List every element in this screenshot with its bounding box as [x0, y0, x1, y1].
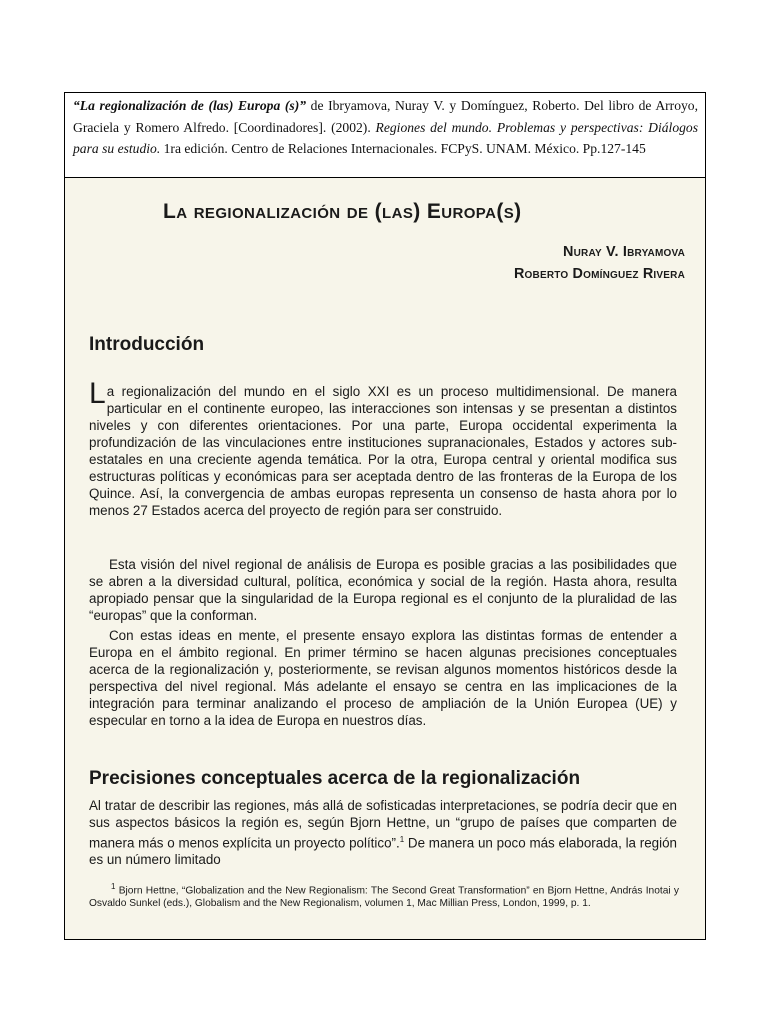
citation-authors: de Ibryamova, Nuray V. y Domínguez, Roberto. Del libro de Arroyo, Graciela y Romero Alfredo. [Coordinadores]. (2002). — [73, 98, 698, 135]
author-1: Nuray V. Ibryamova — [563, 244, 685, 260]
author-2: Roberto Domínguez Rivera — [513, 266, 685, 282]
drop-cap: L — [89, 377, 106, 410]
citation-book-title: Regiones del mundo. Problemas y perspectivas: Diálogos para su estudio. — [73, 119, 698, 156]
citation-edition: 1ra edición. Centro de Relaciones Internacionales. FCPyS. UNAM. México. Pp.127-145 — [160, 141, 646, 156]
intro-paragraph-1 — [89, 377, 677, 519]
intro-paragraph-1-text: a regionalización del mundo en el siglo XXI es un proceso multidimensional. De manera particular en el continente europeo, las interacciones son intensas y se presentan a distintos niveles y con diferentes orientaciones. Por una parte, Europa occidental experimenta la profundización de las vinculaciones entre instituciones supranacionales, Estados y actores sub-estatales en una creciente agenda temática. Por la otra, Europa central y oriental modifica sus estructuras políticas y económicas para ser aceptada dentro de las fronteras de la Europa de los Quince. Así, la convergencia de ambas europas representa un consenso de hasta ahora por lo menos 27 Estados acerca del proyecto de región para ser construido. — [89, 384, 677, 518]
footnote-mark: 1 — [111, 882, 116, 891]
precisions-text-a: Al tratar de describir las regiones, más allá de sofisticadas interpretaciones, se podría decir que en sus aspectos básicos la región es, según Bjorn Hettne, un “grupo de países que comparten de manera más o menos explícita un proyecto político”. — [89, 798, 677, 851]
precisions-heading: Precisiones conceptuales acerca de la regionalización — [89, 768, 581, 789]
intro-paragraph-2: Esta visión del nivel regional de análisis de Europa es posible gracias a las posibilidades que se abren a la diversidad cultural, política, económica y social de la región. Hasta ahora, resulta apropiado pensar que la singularidad de la Europa regional es el conjunto de la pluralidad de las “europas” que la conforman. — [89, 557, 677, 623]
footnote-text: Bjorn Hettne, “Globalization and the New Regionalism: The Second Great Transformation” en Bjorn Hettne, András Inotai y Osvaldo Sunkel (eds.), Globalism and the New Regionalism, volumen 1, Mac Millian Press, London, 1999, p. 1. — [89, 885, 679, 910]
citation-article-title: “La regionalización de (las) Europa (s)” — [73, 98, 307, 113]
citation-text — [73, 95, 698, 160]
scanned-page — [64, 178, 706, 940]
intro-heading: Introducción — [89, 334, 205, 355]
article-title: La regionalización de (las) Europa(s) — [163, 200, 522, 223]
footnote-ref: 1 — [399, 835, 405, 844]
citation-box — [64, 92, 706, 178]
precisions-paragraph — [89, 797, 677, 868]
intro-paragraph-3: Con estas ideas en mente, el presente ensayo explora las distintas formas de entender a Europa en el ámbito regional. En primer término se hacen algunas precisiones conceptuales acerca de la regionalización y, posteriormente, se revisan algunos momentos históricos desde la perspectiva del nivel regional. Más adelante el ensayo se centra en las implicaciones de la integración para terminar analizando el proceso de ampliación de la Unión Europea (UE) y especular en torno a la idea de Europa en nuestros días. — [89, 628, 677, 728]
precisions-text-b: De manera un poco más elaborada, la región es un número limitado — [89, 835, 677, 868]
footnote — [89, 880, 679, 910]
